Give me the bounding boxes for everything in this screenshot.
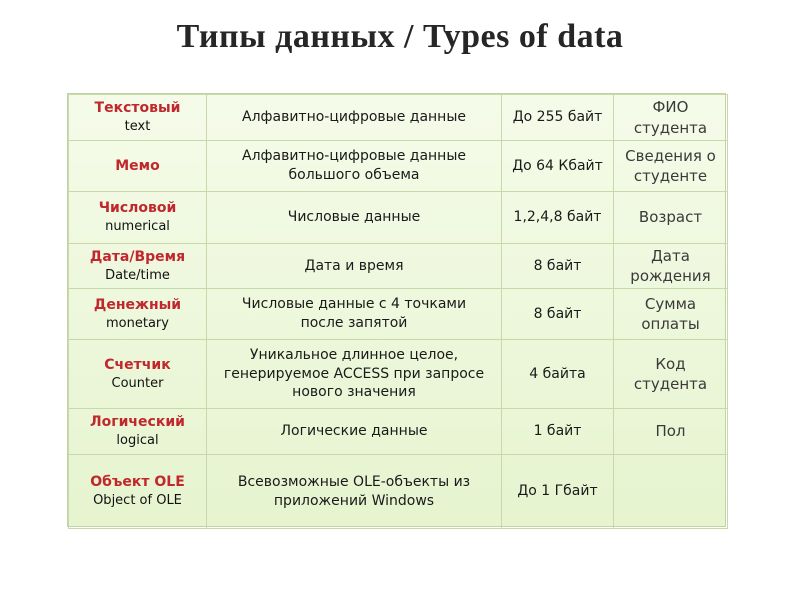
example-cell: [614, 455, 728, 529]
table-row: [69, 95, 728, 141]
type-name-en: logical: [116, 433, 159, 449]
size-cell: 1 байт: [502, 409, 614, 455]
description-cell: Всевозможные OLE-объекты из приложений Windows: [207, 455, 502, 529]
type-name-ru: Логический: [90, 414, 185, 431]
type-name-ru: Счетчик: [104, 356, 171, 373]
type-name-en: Date/time: [105, 267, 170, 283]
type-name-ru: Денежный: [93, 296, 182, 313]
size-cell: До 255 байт: [502, 95, 614, 141]
slide-title: Типы данных / Types of data: [176, 18, 624, 55]
type-name-ru: Числовой: [98, 200, 177, 217]
description-cell: Алфавитно-цифровые данные большого объема: [207, 141, 502, 192]
type-name-ru: Текстовый: [94, 100, 181, 117]
type-name-ru: Мемо: [115, 157, 160, 174]
type-name-cell: [69, 409, 207, 455]
type-name-cell: [69, 340, 207, 409]
table-row: [69, 244, 728, 289]
table-row: [69, 340, 728, 409]
size-cell: 8 байт: [502, 244, 614, 289]
example-cell: ФИО студента: [614, 95, 728, 141]
size-cell: 4 байта: [502, 340, 614, 409]
size-cell: До 1 Гбайт: [502, 455, 614, 529]
type-name-cell: [69, 95, 207, 141]
description-cell: Дата и время: [207, 244, 502, 289]
table-row: [69, 409, 728, 455]
type-name-en: text: [124, 119, 151, 135]
type-name-cell: [69, 289, 207, 340]
size-cell: 8 байт: [502, 289, 614, 340]
example-cell: Дата рождения: [614, 244, 728, 289]
example-cell: Сведения о студенте: [614, 141, 728, 192]
table-row: [69, 455, 728, 529]
description-cell: Логические данные: [207, 409, 502, 455]
type-name-ru: Дата/Время: [89, 248, 186, 265]
type-name-en: Object of OLE: [93, 493, 182, 509]
description-cell: Числовые данные с 4 точками после запятой: [207, 289, 502, 340]
size-cell: До 64 Кбайт: [502, 141, 614, 192]
example-cell: Сумма оплаты: [614, 289, 728, 340]
example-cell: Возраст: [614, 192, 728, 244]
data-types-grid: [68, 94, 728, 529]
description-cell: Числовые данные: [207, 192, 502, 244]
example-cell: Код студента: [614, 340, 728, 409]
description-cell: Уникальное длинное целое, генерируемое ACCESS при запросе нового значения: [207, 340, 502, 409]
description-cell: Алфавитно-цифровые данные: [207, 95, 502, 141]
type-name-cell: [69, 141, 207, 192]
type-name-ru: Объект OLE: [90, 474, 185, 491]
data-types-table: [67, 93, 726, 527]
type-name-en: Counter: [111, 375, 164, 391]
table-row: [69, 192, 728, 244]
type-name-cell: [69, 244, 207, 289]
type-name-en: monetary: [106, 315, 169, 331]
table-row: [69, 141, 728, 192]
table-row: [69, 289, 728, 340]
type-name-cell: [69, 455, 207, 529]
type-name-en: numerical: [105, 219, 170, 235]
type-name-cell: [69, 192, 207, 244]
size-cell: 1,2,4,8 байт: [502, 192, 614, 244]
example-cell: Пол: [614, 409, 728, 455]
